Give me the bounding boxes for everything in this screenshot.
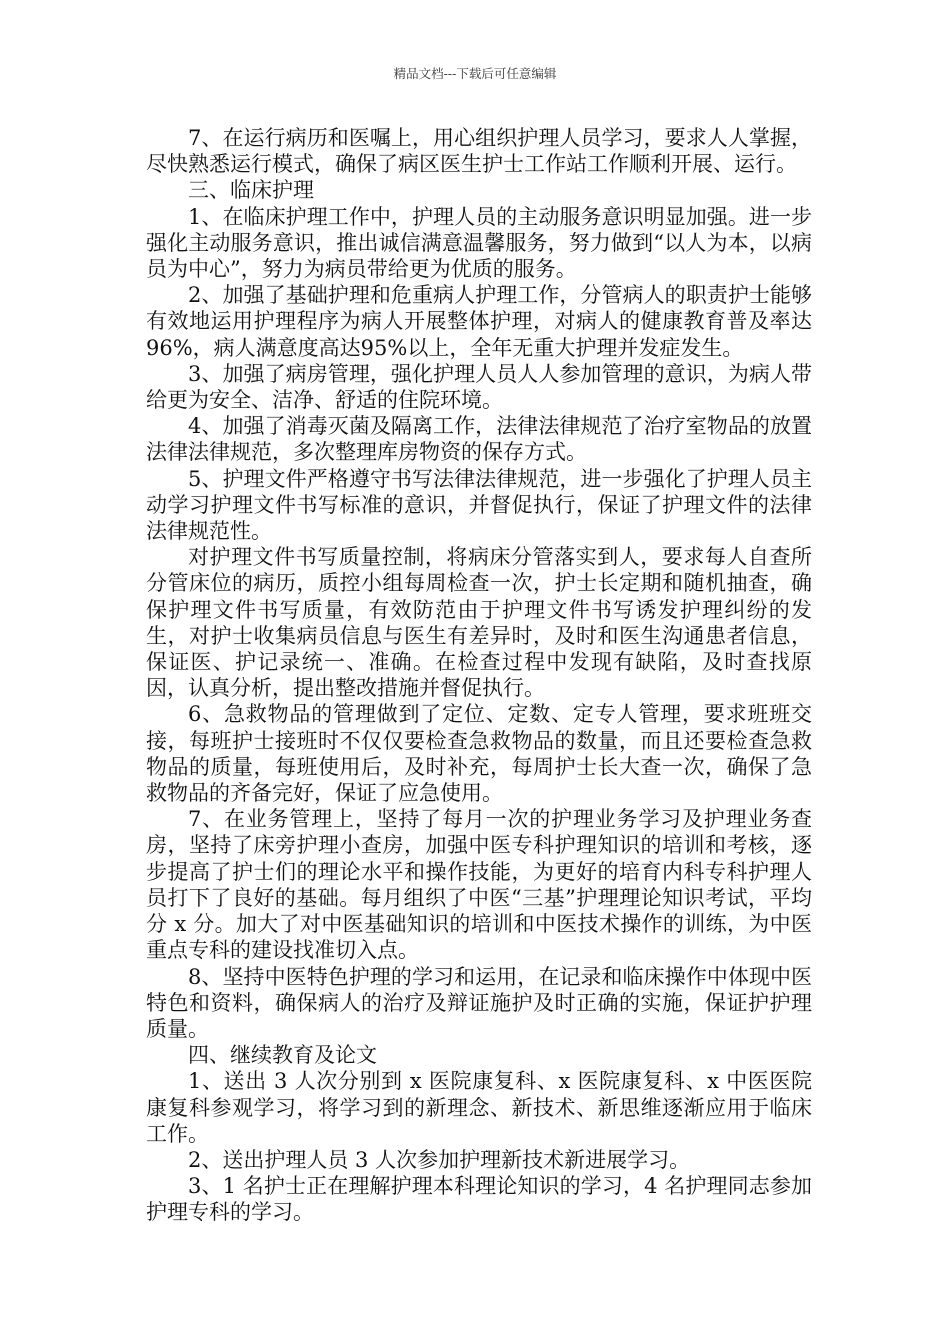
document-body <box>146 125 812 1226</box>
paragraph: 4、加强了消毒灭菌及隔离工作，法律法律规范了治疗室物品的放置法律法律规范，多次整理库房物资的保存方式。 <box>146 414 812 465</box>
paragraph: 1、在临床护理工作中，护理人员的主动服务意识明显加强。进一步强化主动服务意识，推出诚信满意温馨服务，努力做到“以人为本，以病员为中心”，努力为病员带给更为优质的服务。 <box>146 204 812 282</box>
paragraph: 1、送出 3 人次分别到 x 医院康复科、x 医院康复科、x 中医医院康复科参观学习，将学习到的新理念、新技术、新思维逐渐应用于临床工作。 <box>146 1069 812 1146</box>
paragraph: 6、急救物品的管理做到了定位、定数、定专人管理，要求班班交接，每班护士接班时不仅仅要检查急救物品的数量，而且还要检查急救物品的质量，每班使用后，及时补充，每周护士长大查一次，确保了急救物品的齐备完好，保证了应急使用。 <box>146 702 812 806</box>
paragraph: 3、1 名护士正在理解护理本科理论知识的学习，4 名护理同志参加护理专科的学习。 <box>146 1174 812 1225</box>
section-heading: 三、临床护理 <box>188 178 314 203</box>
paragraph: 5、护理文件严格遵守书写法律法律规范，进一步强化了护理人员主动学习护理文件书写标准的意识，并督促执行，保证了护理文件的法律法律规范性。 <box>146 466 812 544</box>
page-header: 精品文档---下载后可任意编辑 <box>393 66 557 81</box>
paragraph: 对护理文件书写质量控制，将病床分管落实到人，要求每人自查所分管床位的病历，质控小组每周检查一次，护士长定期和随机抽查，确保护理文件书写质量，有效防范由于护理文件书写诱发护理纠纷的发生，对护士收集病员信息与医生有差异时，及时和医生沟通患者信息，保证医、护记录统一、准确。在检查过程中发现有缺陷，及时查找原因，认真分析，提出整改措施并督促执行。 <box>146 545 812 701</box>
paragraph: 7、在业务管理上，坚持了每月一次的护理业务学习及护理业务查房，坚持了床旁护理小查房，加强中医专科护理知识的培训和考核，逐步提高了护士们的理论水平和操作技能，为更好的培育内科专科护理人员打下了良好的基础。每月组织了中医“三基”护理理论知识考试，平均分 x 分。加大了对中医基础知识的培训和中医技术操作的训练，为中医重点专科的建设找准切入点。 <box>146 807 812 963</box>
paragraph: 2、加强了基础护理和危重病人护理工作，分管病人的职责护士能够有效地运用护理程序为病人开展整体护理，对病人的健康教育普及率达96%，病人满意度高达95%以上，全年无重大护理并发症发生。 <box>146 283 812 360</box>
paragraph: 3、加强了病房管理，强化护理人员人人参加管理的意识，为病人带给更为安全、洁净、舒适的住院环境。 <box>146 361 812 413</box>
paragraph: 7、在运行病历和医嘱上，用心组织护理人员学习，要求人人掌握，尽快熟悉运行模式，确保了病区医生护士工作站工作顺利开展、运行。 <box>146 126 812 177</box>
section-heading: 四、继续教育及论文 <box>188 1043 377 1068</box>
paragraph: 8、坚持中医特色护理的学习和运用，在记录和临床操作中体现中医特色和资料，确保病人的治疗及辩证施护及时正确的实施，保证护护理质量。 <box>146 964 812 1041</box>
paragraph: 2、送出护理人员 3 人次参加护理新技术新进展学习。 <box>188 1147 691 1172</box>
